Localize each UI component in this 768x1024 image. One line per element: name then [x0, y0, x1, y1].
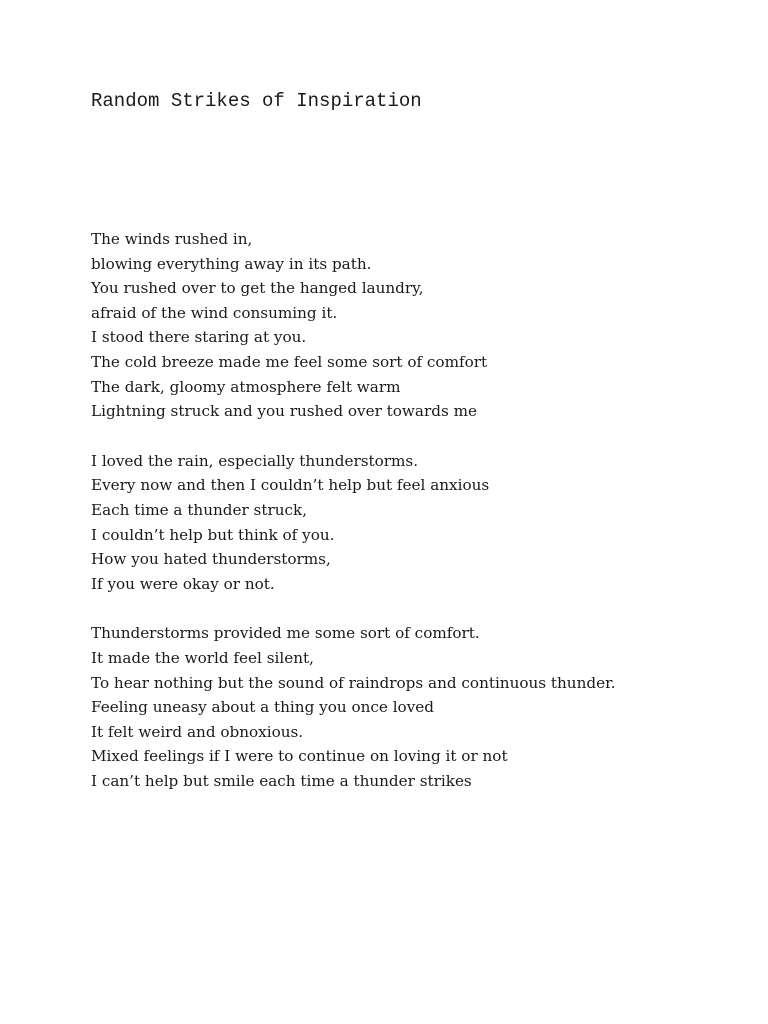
- poem-line: How you hated thunderstorms,: [91, 550, 331, 569]
- poem-line: If you were okay or not.: [91, 574, 275, 593]
- poem-line: Feeling uneasy about a thing you once loved: [91, 698, 434, 717]
- stanza-1: [91, 227, 731, 424]
- poem-line: I can’t help but smile each time a thunder strikes: [91, 771, 472, 790]
- poem-line: Every now and then I couldn’t help but feel anxious: [91, 476, 490, 495]
- poem-line: The winds rushed in,: [91, 230, 253, 248]
- poem-line: I loved the rain, especially thunderstorms.: [91, 451, 419, 470]
- poem-line: Thunderstorms provided me some sort of comfort.: [91, 624, 480, 643]
- poem-line: Mixed feelings if I were to continue on loving it or not: [91, 747, 508, 766]
- document-title: Random Strikes of Inspiration: [91, 90, 422, 112]
- poem-line: The cold breeze made me feel some sort of comfort: [91, 352, 488, 371]
- poem-line: It made the world feel silent,: [91, 648, 314, 667]
- poem-line: To hear nothing but the sound of raindrops and continuous thunder.: [91, 673, 616, 692]
- poem-line: Lightning struck and you rushed over towards me: [91, 402, 477, 421]
- stanza-3: [91, 621, 731, 793]
- poem-line: Each time a thunder struck,: [91, 500, 308, 519]
- poem-line: I couldn’t help but think of you.: [91, 525, 335, 544]
- stanza-2: [91, 449, 731, 597]
- poem-line: You rushed over to get the hanged laundry,: [91, 279, 424, 298]
- poem-line: It felt weird and obnoxious.: [91, 722, 304, 741]
- poem-line: afraid of the wind consuming it.: [91, 303, 338, 322]
- poem-line: The dark, gloomy atmosphere felt warm: [91, 377, 401, 396]
- poem-body: [91, 227, 731, 818]
- poem-line: I stood there staring at you.: [91, 328, 307, 347]
- poem-line: blowing everything away in its path.: [91, 254, 372, 273]
